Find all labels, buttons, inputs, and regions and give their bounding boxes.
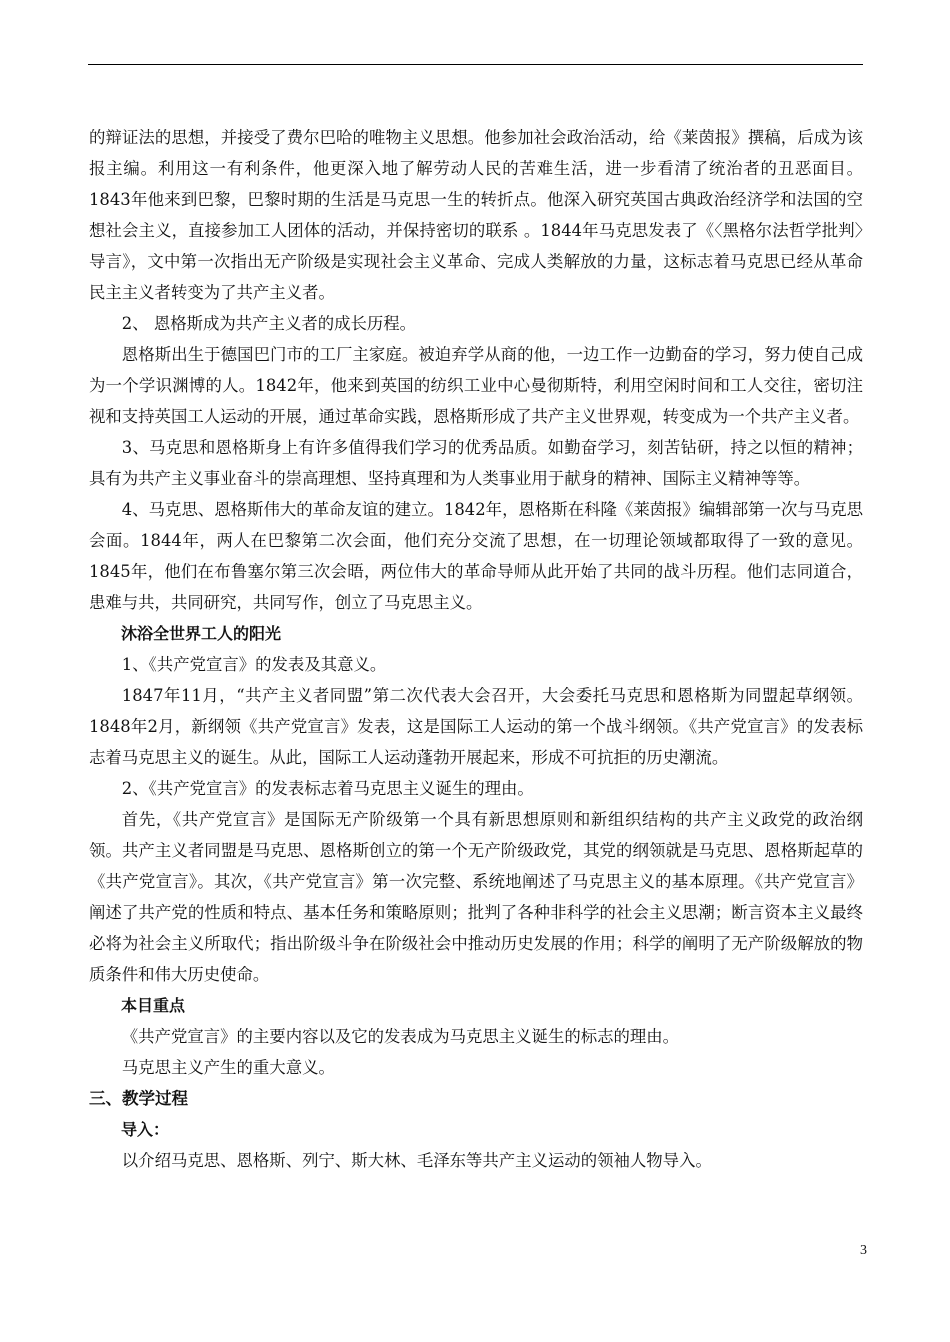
subheading-key-points: 本目重点 bbox=[121, 996, 186, 1015]
subheading-introduction: 导入： bbox=[121, 1120, 170, 1139]
paragraph-manifesto-publication: 1847年11月，“共产主义者同盟”第二次代表大会召开，大会委托马克思和恩格斯为同盟起草纲领。1848年2月，新纲领《共产党宣言》发表，这是国际工人运动的第一个战斗纲领。《共产党宣言》的发表标志着马克思主义的诞生。从此，国际工人运动蓬勃开展起来，形成不可抗拒的历史潮流。 bbox=[89, 686, 863, 767]
subheading-sunshine: 沐浴全世界工人的阳光 bbox=[121, 624, 282, 643]
section-heading-teaching-process: 三、教学过程 bbox=[89, 1089, 188, 1108]
paragraph-reason-detail: 首先，《共产党宣言》是国际无产阶级第一个具有新思想原则和新组织结构的共产主义政党的政治纲领。共产主义者同盟是马克思、恩格斯创立的第一个无产阶级政党，其党的纲领就是马克思、恩格斯起草的《共产党宣言》。其次，《共产党宣言》第一次完整、系统地阐述了马克思主义的基本原理。《共产党宣言》阐述了共产党的性质和特点、基本任务和策略原则；批判了各种非科学的社会主义思潮；断言资本主义最终必将为社会主义所取代；指出阶级斗争在阶级社会中推动历史发展的作用；科学的阐明了无产阶级解放的物质条件和伟大历史使命。 bbox=[89, 810, 863, 984]
paragraph-engels-heading: 2、 恩格斯成为共产主义者的成长历程。 bbox=[121, 314, 417, 333]
paragraph-key-point-1: 《共产党宣言》的主要内容以及它的发表成为马克思主义诞生的标志的理由。 bbox=[121, 1027, 680, 1046]
paragraph-reason-heading: 2、《共产党宣言》的发表标志着马克思主义诞生的理由。 bbox=[121, 779, 534, 798]
document-body bbox=[89, 122, 863, 1176]
paragraph-introduction: 以介绍马克思、恩格斯、列宁、斯大林、毛泽东等共产主义运动的领袖人物导入。 bbox=[121, 1151, 712, 1170]
paragraph-marx-background: 的辩证法的思想，并接受了费尔巴哈的唯物主义思想。他参加社会政治活动，给《莱茵报》撰稿，后成为该报主编。利用这一有利条件，他更深入地了解劳动人民的苦难生活，进一步看清了统治者的丑恶面目。1843年他来到巴黎，巴黎时期的生活是马克思一生的转折点。他深入研究英国古典政治经济学和法国的空想社会主义，直接参加工人团体的活动，并保持密切的联系 。1844年马克思发表了《〈黑格尔法哲学批判〉导言》，文中第一次指出无产阶级是实现社会主义革命、完成人类解放的力量，这标志着马克思已经从革命民主主义者转变为了共产主义者。 bbox=[89, 128, 863, 302]
paragraph-key-point-2: 马克思主义产生的重大意义。 bbox=[121, 1058, 335, 1077]
header-rule bbox=[88, 64, 863, 65]
paragraph-manifesto-heading: 1、《共产党宣言》的发表及其意义。 bbox=[121, 655, 387, 674]
paragraph-friendship: 4、马克思、恩格斯伟大的革命友谊的建立。1842年，恩格斯在科隆《莱茵报》编辑部第一次与马克思会面。1844年，两人在巴黎第二次会面，他们充分交流了思想，在一切理论领域都取得了一致的意见。1845年，他们在布鲁塞尔第三次会晤，两位伟大的革命导师从此开始了共同的战斗历程。他们志同道合，患难与共，共同研究，共同写作，创立了马克思主义。 bbox=[89, 500, 863, 612]
page-number: 3 bbox=[860, 1243, 867, 1258]
paragraph-engels-history: 恩格斯出生于德国巴门市的工厂主家庭。被迫弃学从商的他，一边工作一边勤奋的学习，努力使自己成为一个学识渊博的人。1842年，他来到英国的纺织工业中心曼彻斯特，利用空闲时间和工人交往，密切注视和支持英国工人运动的开展，通过革命实践，恩格斯形成了共产主义世界观，转变成为一个共产主义者。 bbox=[89, 345, 863, 426]
paragraph-qualities: 3、马克思和恩格斯身上有许多值得我们学习的优秀品质。如勤奋学习，刻苦钻研，持之以恒的精神；具有为共产主义事业奋斗的崇高理想、坚持真理和为人类事业用于献身的精神、国际主义精神等等。 bbox=[89, 438, 863, 488]
